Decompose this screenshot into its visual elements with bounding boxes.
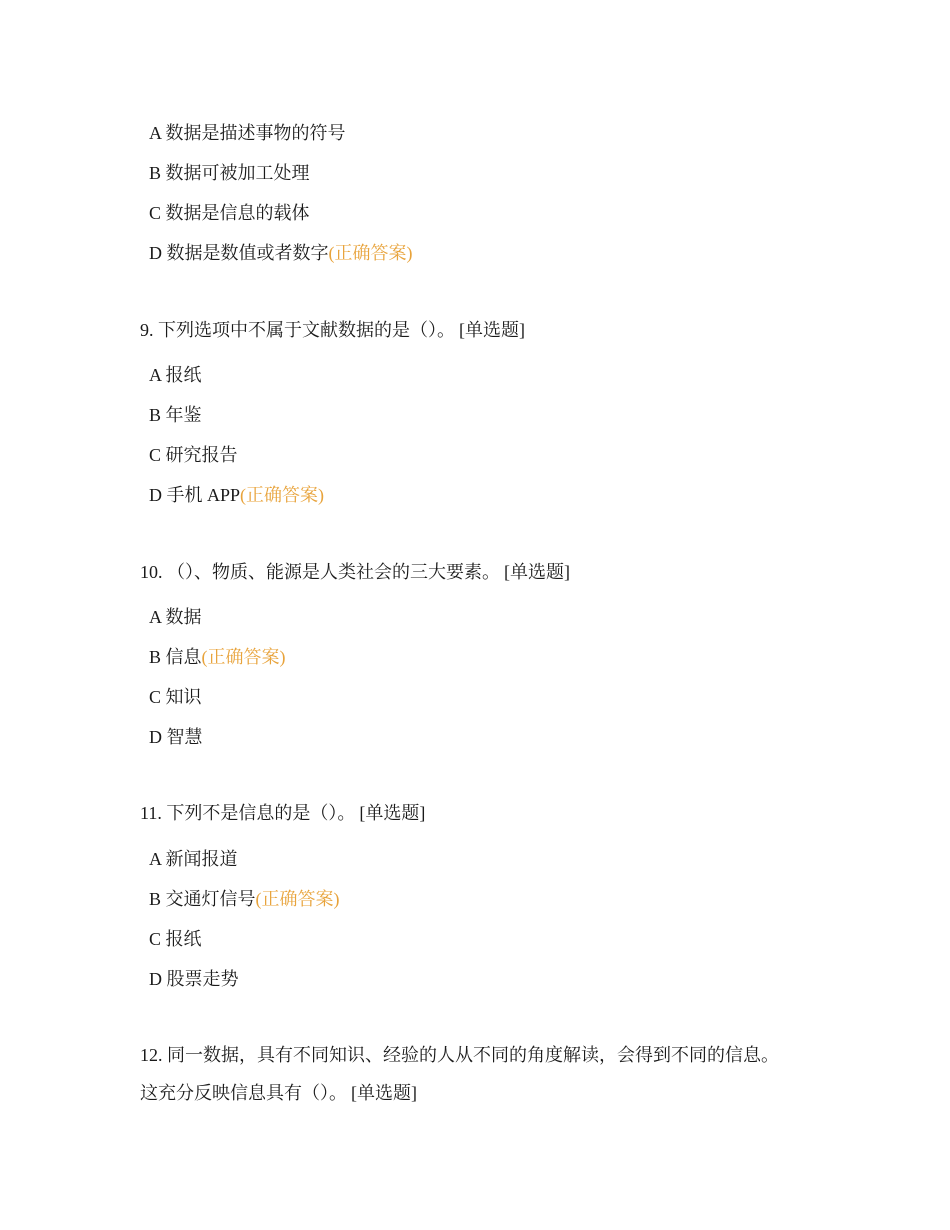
option-q10-c (149, 685, 202, 709)
option-letter: D (149, 243, 162, 263)
question-type: [单选题] (359, 803, 426, 823)
option-text: 数据 (165, 607, 202, 627)
question-12-continued (140, 1081, 417, 1105)
option-text: 数据是数值或者数字 (166, 243, 329, 263)
question-text-line1: 同一数据，具有不同知识、经验的人从不同的角度解读，会得到不同的信息。 (167, 1045, 779, 1065)
question-10 (140, 560, 570, 584)
option-q8-d (149, 241, 413, 265)
option-text: 研究报告 (165, 445, 238, 465)
option-q11-c (149, 927, 202, 951)
option-letter: B (149, 405, 162, 425)
option-text: 数据是信息的载体 (165, 203, 310, 223)
option-q11-a (149, 847, 238, 871)
question-number: 9. (140, 320, 154, 340)
option-text: 报纸 (165, 929, 202, 949)
question-number: 11. (140, 803, 162, 823)
question-text-line2: 这充分反映信息具有（）。 (140, 1083, 347, 1103)
correct-answer-tag: (正确答案) (240, 485, 325, 505)
option-letter: B (149, 889, 162, 909)
option-text: 智慧 (166, 727, 203, 747)
option-q11-b (149, 887, 340, 911)
question-number: 12. (140, 1045, 163, 1065)
option-letter: C (149, 687, 162, 707)
option-q9-d (149, 483, 324, 507)
option-q10-a (149, 605, 202, 629)
question-text: 下列选项中不属于文献数据的是（）。 (158, 320, 455, 340)
option-letter: A (149, 123, 162, 143)
option-letter: A (149, 607, 162, 627)
question-text: （）、物质、能源是人类社会的三大要素。 (167, 562, 500, 582)
option-letter: C (149, 445, 162, 465)
option-q8-a (149, 121, 346, 145)
option-q9-a (149, 363, 202, 387)
option-letter: A (149, 365, 162, 385)
option-text: 股票走势 (166, 969, 239, 989)
option-text: 年鉴 (165, 405, 202, 425)
option-letter: D (149, 727, 162, 747)
option-q8-b (149, 161, 310, 185)
option-letter: D (149, 969, 162, 989)
option-text: 新闻报道 (165, 849, 238, 869)
option-letter: C (149, 203, 162, 223)
question-9 (140, 318, 525, 342)
question-11 (140, 801, 425, 825)
correct-answer-tag: (正确答案) (255, 889, 340, 909)
option-text: 数据可被加工处理 (165, 163, 310, 183)
option-text: 知识 (165, 687, 202, 707)
option-letter: C (149, 929, 162, 949)
option-text: 交通灯信号 (165, 889, 256, 909)
option-letter: B (149, 647, 162, 667)
question-12 (140, 1043, 779, 1067)
option-text: 手机 APP (166, 485, 241, 505)
option-text: 数据是描述事物的符号 (165, 123, 346, 143)
option-q10-b (149, 645, 286, 669)
question-type: [单选题] (504, 562, 570, 582)
correct-answer-tag: (正确答案) (201, 647, 286, 667)
option-text: 信息 (165, 647, 202, 667)
correct-answer-tag: (正确答案) (328, 243, 413, 263)
option-q8-c (149, 201, 310, 225)
option-q9-b (149, 403, 202, 427)
option-letter: B (149, 163, 162, 183)
option-letter: D (149, 485, 162, 505)
option-q9-c (149, 443, 238, 467)
option-text: 报纸 (165, 365, 202, 385)
question-type: [单选题] (351, 1083, 417, 1103)
question-type: [单选题] (459, 320, 525, 340)
option-q11-d (149, 967, 239, 991)
option-letter: A (149, 849, 162, 869)
option-q10-d (149, 725, 203, 749)
question-text: 下列不是信息的是（）。 (166, 803, 356, 823)
question-number: 10. (140, 562, 163, 582)
